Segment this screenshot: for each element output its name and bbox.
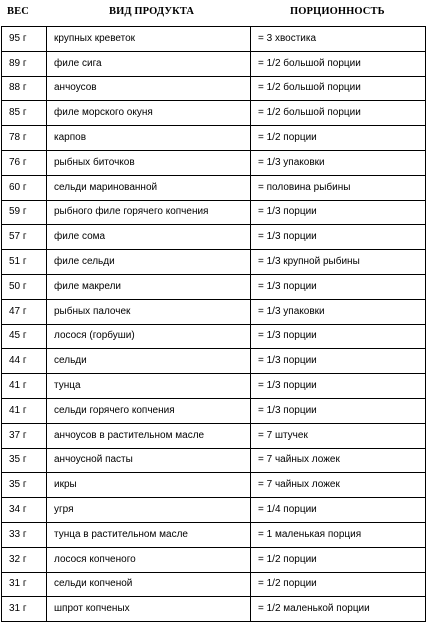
product-cell: лосося копченого [47, 547, 251, 572]
portion-cell: = 1/3 порции [251, 225, 426, 250]
weight-cell: 60 г [2, 175, 47, 200]
table-header [1, 0, 425, 26]
weight-cell: 76 г [2, 150, 47, 175]
portion-cell: = 1/2 большой порции [251, 76, 426, 101]
weight-cell: 47 г [2, 299, 47, 324]
product-cell: рыбного филе горячего копчения [47, 200, 251, 225]
weight-cell: 89 г [2, 51, 47, 76]
portion-cell: = 1/3 порции [251, 200, 426, 225]
weight-cell: 31 г [2, 572, 47, 597]
portion-cell: = 1/3 упаковки [251, 299, 426, 324]
portion-cell: = половина рыбины [251, 175, 426, 200]
weight-cell: 50 г [2, 274, 47, 299]
table-row [2, 597, 426, 622]
product-cell: анчоусов в растительном масле [47, 423, 251, 448]
weight-cell: 78 г [2, 126, 47, 151]
portion-cell: = 1/3 порции [251, 274, 426, 299]
header-product: ВИД ПРОДУКТА [109, 6, 195, 17]
weight-cell: 41 г [2, 398, 47, 423]
weight-cell: 59 г [2, 200, 47, 225]
portion-cell: = 1/2 большой порции [251, 101, 426, 126]
weight-cell: 95 г [2, 27, 47, 52]
table-row [2, 423, 426, 448]
product-cell: сельди горячего копчения [47, 398, 251, 423]
portion-cell: = 1/2 большой порции [251, 51, 426, 76]
portion-cell: = 1/3 порции [251, 324, 426, 349]
portion-table-page [1, 0, 425, 622]
table-row [2, 448, 426, 473]
product-cell: филе морского окуня [47, 101, 251, 126]
table-row [2, 175, 426, 200]
portion-cell: = 1/2 порции [251, 547, 426, 572]
weight-cell: 44 г [2, 349, 47, 374]
table-row [2, 101, 426, 126]
table-row [2, 250, 426, 275]
weight-cell: 45 г [2, 324, 47, 349]
portion-cell: = 7 штучек [251, 423, 426, 448]
table-row [2, 200, 426, 225]
portion-cell: = 7 чайных ложек [251, 473, 426, 498]
table-row [2, 274, 426, 299]
product-cell: филе макрели [47, 274, 251, 299]
product-cell: анчоусной пасты [47, 448, 251, 473]
table-row [2, 299, 426, 324]
product-cell: рыбных биточков [47, 150, 251, 175]
portion-cell: = 1/4 порции [251, 498, 426, 523]
table-row [2, 51, 426, 76]
portion-cell: = 1 маленькая порция [251, 522, 426, 547]
weight-cell: 85 г [2, 101, 47, 126]
weight-cell: 41 г [2, 374, 47, 399]
weight-cell: 88 г [2, 76, 47, 101]
product-cell: угря [47, 498, 251, 523]
product-cell: филе сельди [47, 250, 251, 275]
table-row [2, 522, 426, 547]
weight-cell: 57 г [2, 225, 47, 250]
table-row [2, 27, 426, 52]
table-body [2, 27, 426, 622]
product-cell: икры [47, 473, 251, 498]
table-row [2, 324, 426, 349]
weight-cell: 35 г [2, 473, 47, 498]
weight-cell: 34 г [2, 498, 47, 523]
product-cell: рыбных палочек [47, 299, 251, 324]
table-row [2, 150, 426, 175]
product-cell: анчоусов [47, 76, 251, 101]
weight-cell: 31 г [2, 597, 47, 622]
header-portion: ПОРЦИОННОСТЬ [290, 6, 385, 17]
product-cell: лосося (горбуши) [47, 324, 251, 349]
portion-cell: = 1/3 упаковки [251, 150, 426, 175]
product-cell: шпрот копченых [47, 597, 251, 622]
portion-cell: = 7 чайных ложек [251, 448, 426, 473]
table-row [2, 76, 426, 101]
portion-cell: = 1/2 маленькой порции [251, 597, 426, 622]
table-row [2, 225, 426, 250]
portion-cell: = 1/3 порции [251, 349, 426, 374]
product-cell: крупных креветок [47, 27, 251, 52]
product-cell: филе сома [47, 225, 251, 250]
weight-cell: 35 г [2, 448, 47, 473]
weight-cell: 37 г [2, 423, 47, 448]
portion-cell: = 1/3 порции [251, 398, 426, 423]
portion-cell: = 3 хвостика [251, 27, 426, 52]
portion-cell: = 1/3 крупной рыбины [251, 250, 426, 275]
table-row [2, 572, 426, 597]
portion-cell: = 1/3 порции [251, 374, 426, 399]
portion-cell: = 1/2 порции [251, 572, 426, 597]
weight-cell: 51 г [2, 250, 47, 275]
table-row [2, 349, 426, 374]
product-cell: тунца в растительном масле [47, 522, 251, 547]
weight-cell: 32 г [2, 547, 47, 572]
product-cell: сельди маринованной [47, 175, 251, 200]
product-cell: тунца [47, 374, 251, 399]
product-cell: сельди копченой [47, 572, 251, 597]
product-cell: филе сига [47, 51, 251, 76]
product-cell: сельди [47, 349, 251, 374]
portion-table [1, 26, 426, 622]
weight-cell: 33 г [2, 522, 47, 547]
table-row [2, 398, 426, 423]
product-cell: карпов [47, 126, 251, 151]
table-row [2, 547, 426, 572]
table-row [2, 498, 426, 523]
table-row [2, 374, 426, 399]
header-weight: ВЕС [7, 6, 29, 17]
table-row [2, 126, 426, 151]
table-row [2, 473, 426, 498]
portion-cell: = 1/2 порции [251, 126, 426, 151]
